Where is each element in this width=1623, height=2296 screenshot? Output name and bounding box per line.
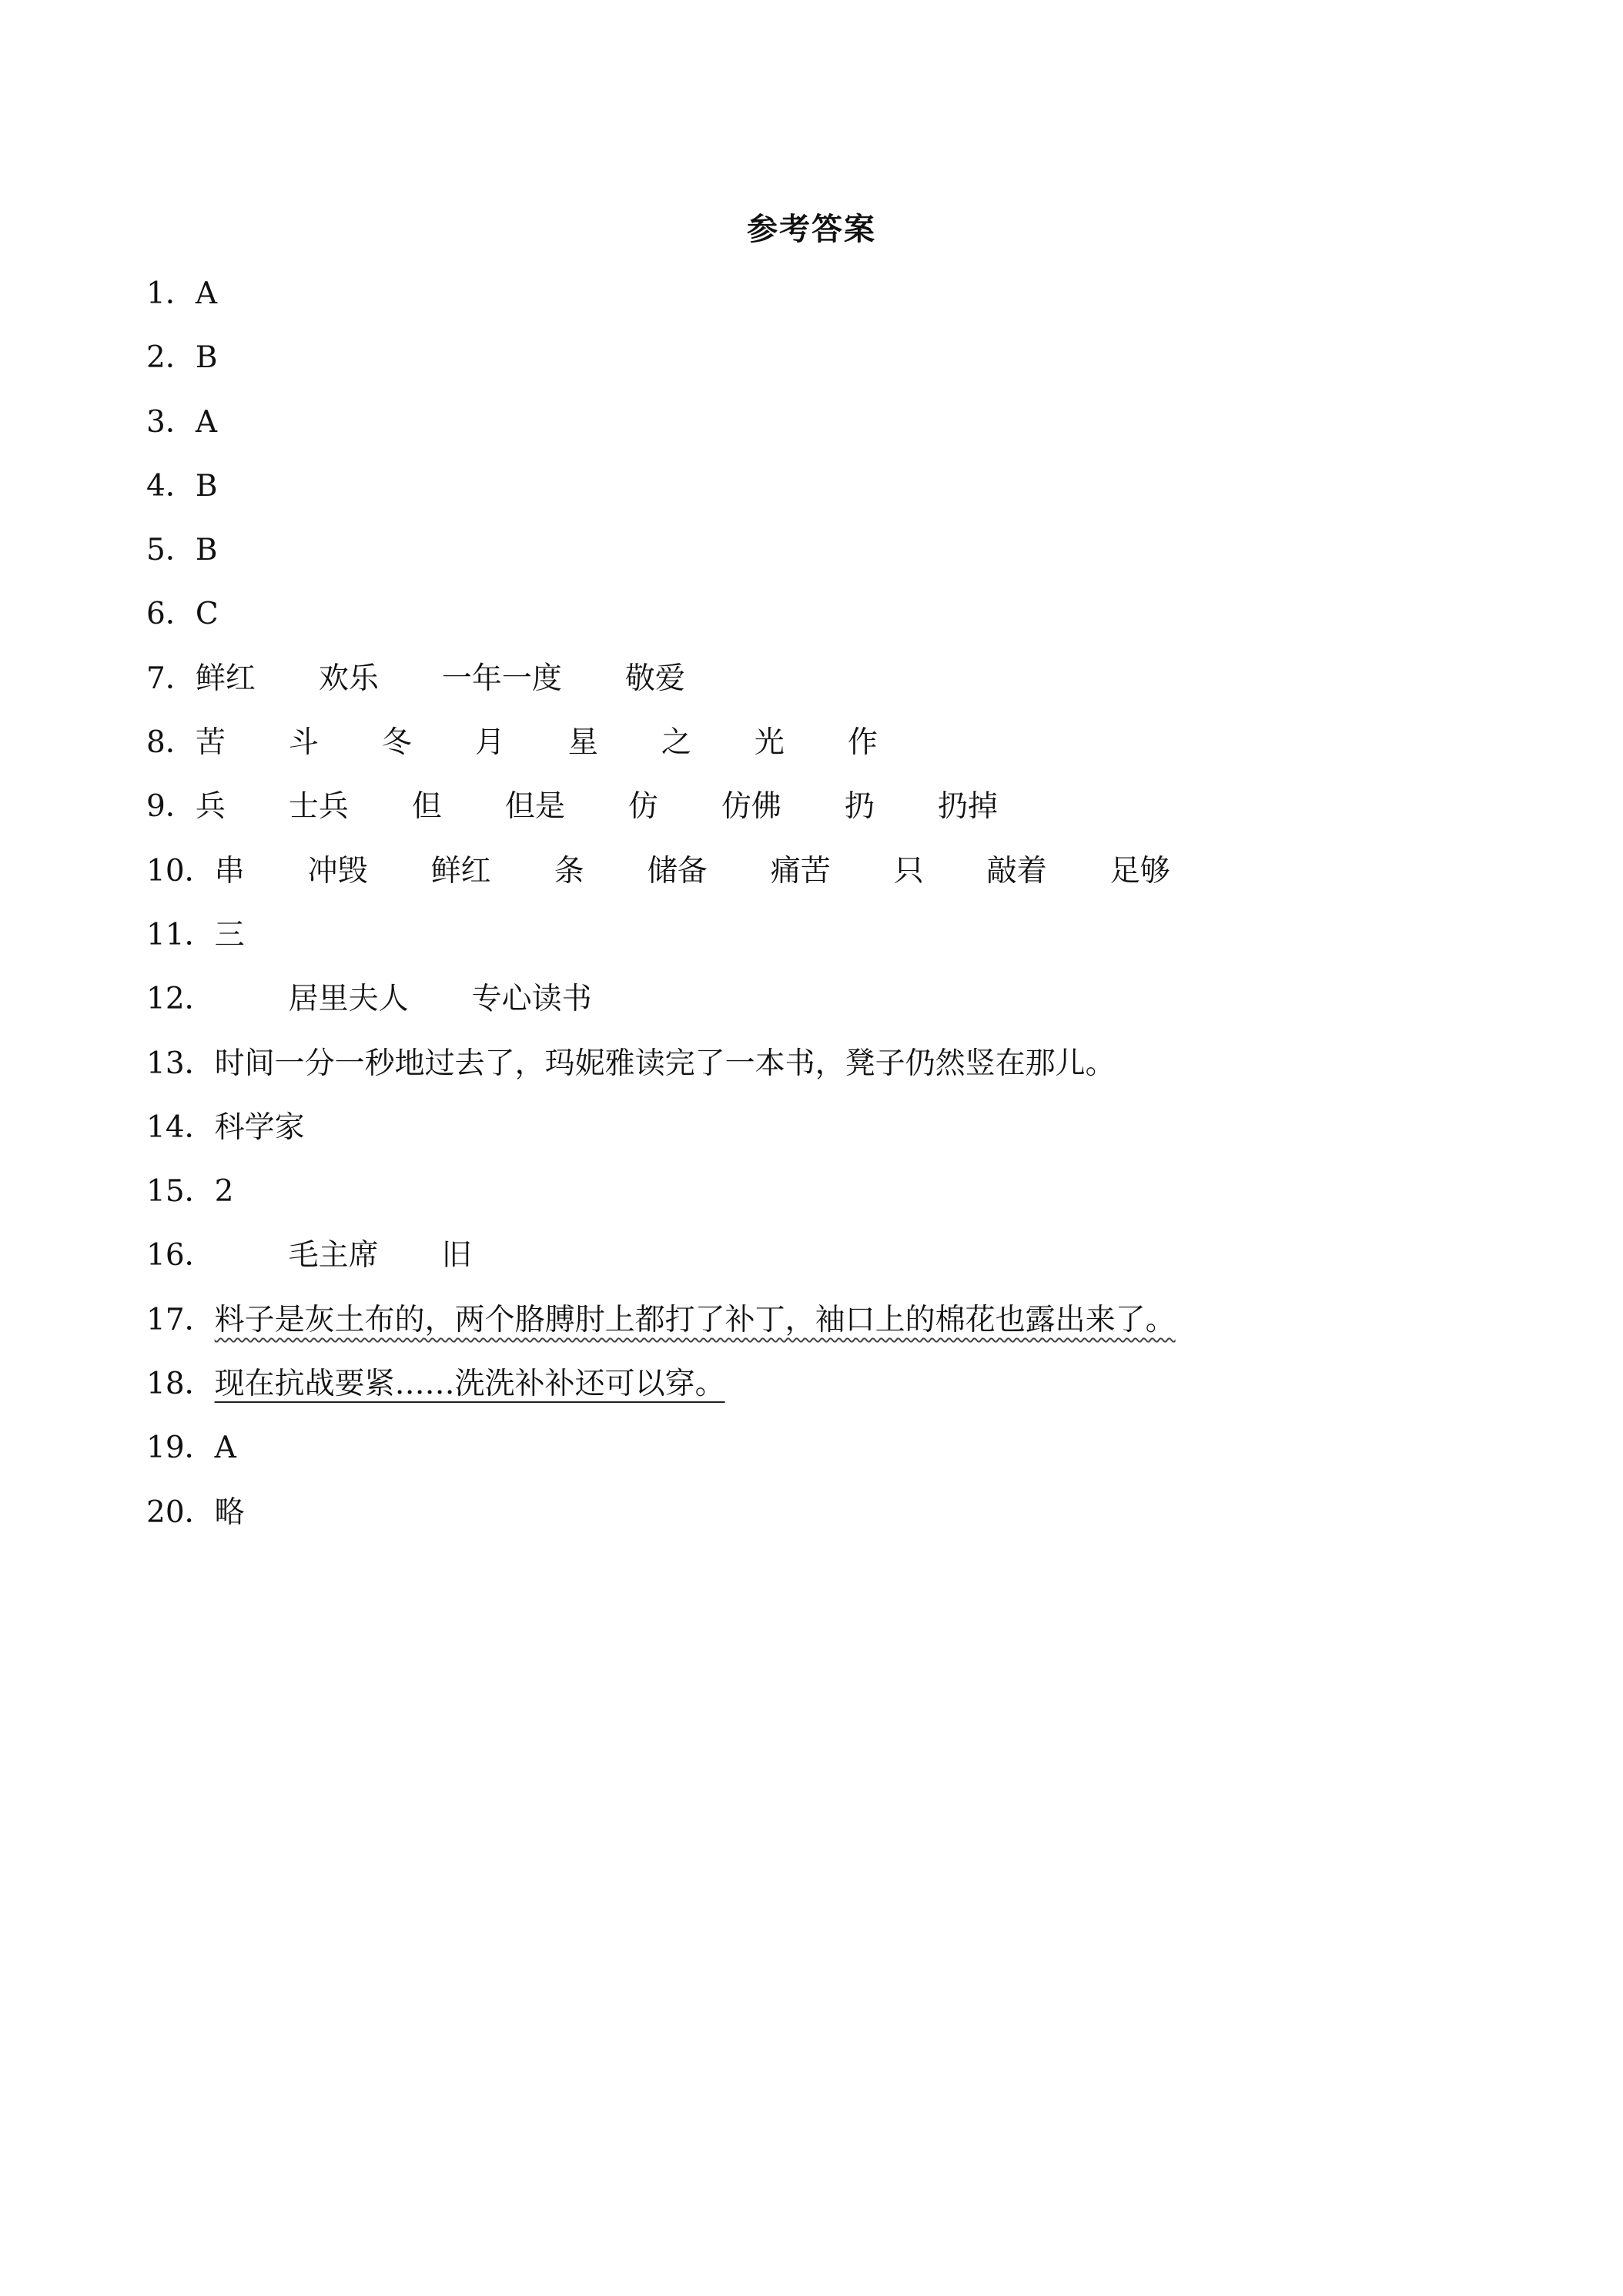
answer-item: 敬爱 xyxy=(624,661,685,696)
answer-item: 专心读书 xyxy=(471,982,592,1017)
answer-item: 毛主席 xyxy=(288,1238,379,1274)
answer-number: 12． xyxy=(146,982,215,1017)
answer-row xyxy=(146,1490,1532,1554)
answer-row xyxy=(146,720,1532,784)
answer-content xyxy=(215,1490,245,1536)
answer-item: 冬 xyxy=(381,725,412,761)
answer-item: 士兵 xyxy=(288,789,349,825)
answer-row xyxy=(146,1041,1532,1105)
answer-number: 5． xyxy=(146,533,196,568)
answer-item: 星 xyxy=(567,725,598,761)
answer-text: B xyxy=(195,468,218,504)
answer-item: 冲毁 xyxy=(307,853,368,889)
answer-content xyxy=(196,720,878,766)
answer-number: 20． xyxy=(146,1494,215,1530)
answer-row xyxy=(146,1233,1532,1297)
answer-row xyxy=(146,335,1532,399)
answer-text: B xyxy=(195,533,218,568)
answer-number: 7． xyxy=(146,661,196,696)
answer-text: 料子是灰土布的，两个胳膊肘上都打了补丁，袖口上的棉花也露出来了。 xyxy=(214,1302,1176,1337)
answer-number: 11． xyxy=(146,917,215,952)
answer-content xyxy=(215,1361,725,1407)
answer-number: 1． xyxy=(146,276,196,311)
answer-item: 但 xyxy=(411,789,442,825)
answer-content xyxy=(196,335,218,381)
answer-content xyxy=(196,784,998,830)
answer-number: 2． xyxy=(146,340,196,376)
answer-row xyxy=(146,976,1532,1040)
answer-number: 4． xyxy=(146,468,196,504)
answer-text: A xyxy=(195,276,217,311)
answer-content xyxy=(196,527,218,574)
answer-row xyxy=(146,400,1532,464)
answer-content xyxy=(215,912,245,959)
answer-item: 储备 xyxy=(647,853,708,889)
answer-number: 13． xyxy=(146,1046,215,1081)
answer-row xyxy=(146,271,1532,335)
answer-text: 时间一分一秒地过去了，玛妮雅读完了一本书，凳子仍然竖在那儿。 xyxy=(214,1046,1116,1081)
answer-item: 条 xyxy=(554,853,584,889)
answer-row xyxy=(146,464,1532,527)
answer-item: 之 xyxy=(661,725,691,761)
answer-row xyxy=(146,848,1532,912)
answer-number: 8． xyxy=(146,725,196,761)
answer-text: A xyxy=(214,1431,236,1466)
answer-text: 三 xyxy=(214,917,245,952)
answer-item: 仿佛 xyxy=(721,789,781,825)
answer-content xyxy=(196,591,219,638)
answer-item: 鲜红 xyxy=(195,661,256,696)
answer-number: 10． xyxy=(146,853,215,889)
answer-item: 斗 xyxy=(288,725,319,761)
answer-row xyxy=(146,1297,1532,1361)
answer-content xyxy=(196,400,217,446)
answer-content xyxy=(289,976,592,1022)
answer-number: 6． xyxy=(146,597,196,632)
answer-item: 作 xyxy=(847,725,878,761)
answer-number: 15． xyxy=(146,1174,215,1210)
answer-content xyxy=(196,271,217,317)
answer-text: 现在抗战要紧……洗洗补补还可以穿。 xyxy=(214,1367,725,1402)
answer-text: C xyxy=(195,597,219,632)
answer-content xyxy=(215,1297,1176,1344)
answer-row xyxy=(146,1169,1532,1233)
answer-item: 但是 xyxy=(504,789,565,825)
answer-row xyxy=(146,1425,1532,1489)
answer-item: 鲜红 xyxy=(430,853,491,889)
answer-row xyxy=(146,527,1532,591)
answer-number: 17． xyxy=(146,1302,215,1337)
answer-item: 一年一度 xyxy=(441,661,562,696)
answer-content xyxy=(215,1041,1116,1087)
answer-content xyxy=(215,848,1170,895)
answer-item: 兵 xyxy=(195,789,226,825)
answer-number: 9． xyxy=(146,789,196,825)
answer-row xyxy=(146,1361,1532,1425)
answer-item: 扔 xyxy=(844,789,875,825)
answer-item: 足够 xyxy=(1109,853,1170,889)
answer-number: 14． xyxy=(146,1110,215,1145)
answer-number: 3． xyxy=(146,404,196,440)
answer-item: 光 xyxy=(754,725,785,761)
answer-text: 科学家 xyxy=(214,1110,305,1145)
answer-row xyxy=(146,784,1532,848)
answer-text: A xyxy=(195,404,217,440)
answer-list xyxy=(146,271,1532,1554)
answer-item: 欢乐 xyxy=(318,661,379,696)
answer-content xyxy=(289,1233,472,1279)
answer-item: 扔掉 xyxy=(937,789,998,825)
answer-text: B xyxy=(195,340,218,376)
answer-item: 苦 xyxy=(195,725,226,761)
answer-item: 痛苦 xyxy=(770,853,831,889)
answer-item: 只 xyxy=(893,853,924,889)
answer-row xyxy=(146,1105,1532,1169)
answer-content xyxy=(215,1425,236,1471)
answer-row xyxy=(146,912,1532,976)
answer-number: 16． xyxy=(146,1238,215,1274)
answer-content xyxy=(215,1105,305,1151)
answer-item: 居里夫人 xyxy=(288,982,409,1017)
answer-item: 仿 xyxy=(627,789,658,825)
page-title: 参考答案 xyxy=(747,211,876,247)
answer-text: 略 xyxy=(214,1494,245,1530)
answer-text: 2 xyxy=(214,1174,234,1210)
answer-content xyxy=(215,1169,234,1215)
answer-number: 18． xyxy=(146,1367,215,1402)
answer-item: 串 xyxy=(214,853,245,889)
answer-number: 19． xyxy=(146,1431,215,1466)
answer-item: 敲着 xyxy=(986,853,1047,889)
answer-item: 旧 xyxy=(441,1238,472,1274)
answer-content xyxy=(196,656,685,702)
answer-item: 月 xyxy=(474,725,505,761)
answer-content xyxy=(196,464,218,510)
answer-row xyxy=(146,591,1532,655)
answer-row xyxy=(146,656,1532,720)
